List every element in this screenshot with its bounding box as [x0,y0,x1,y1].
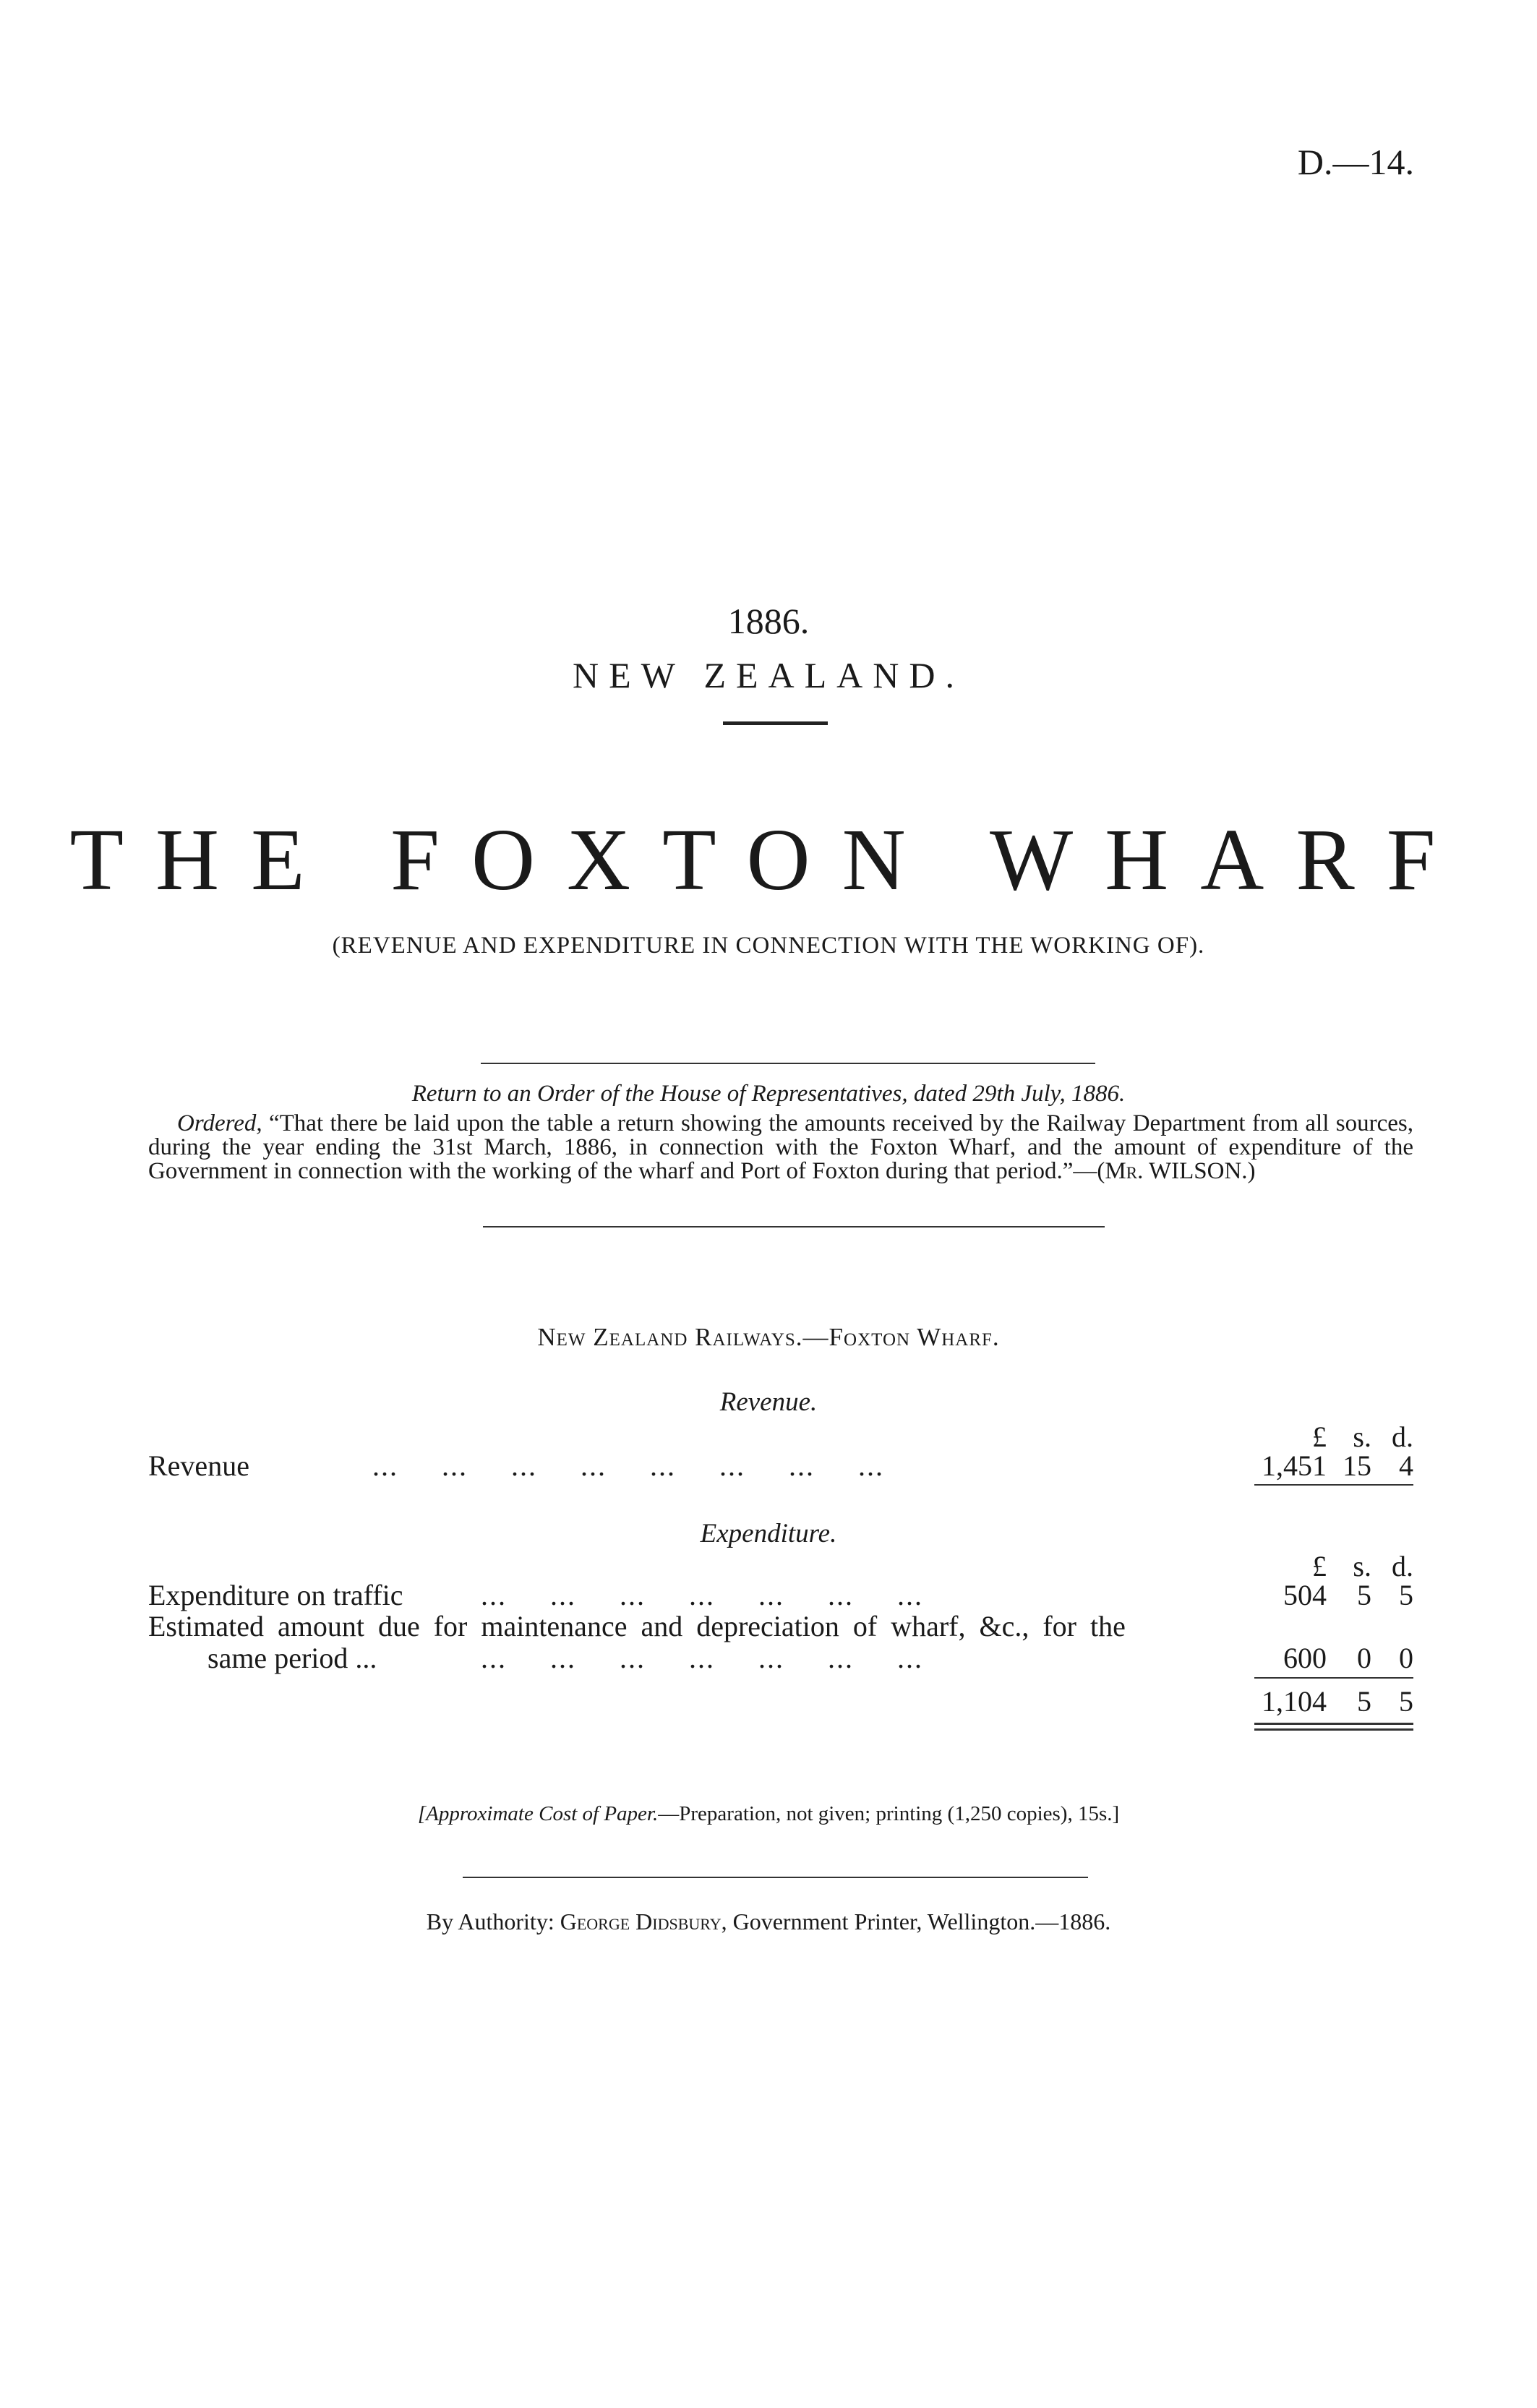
member-name: Mr. WILSON [1105,1158,1242,1184]
total-pounds: 1,104 [1262,1685,1327,1718]
printer-name: George Didsbury [560,1908,722,1934]
expenditure-units-row [148,1549,1413,1581]
expenditure-label: same period ... [207,1642,377,1674]
expenditure-row-same-period [148,1641,1413,1674]
heading-divider [723,721,828,725]
expenditure-pence: 0 [1399,1642,1413,1674]
cost-note-label: [Approximate Cost of Paper. [417,1802,659,1825]
country-heading: NEW ZEALAND. [573,655,964,695]
return-line: Return to an Order of the House of Representatives, dated 29th July, 1886. [411,1081,1126,1107]
total-pence: 5 [1399,1685,1413,1718]
shillings-unit: s. [1353,1421,1371,1453]
expenditure-row-maintenance [148,1609,1413,1642]
return-top-rule [481,1063,1095,1064]
document-title: THE FOXTON WHARF [69,811,1468,909]
document-year: 1886. [727,601,810,641]
pence-unit: d. [1392,1421,1413,1453]
pounds-unit: £ [1312,1550,1327,1582]
leader-dots: ... ... ... ... ... ... ... [481,1579,923,1611]
ordered-lead: Ordered, [177,1110,262,1136]
cost-note [0,1802,1537,1826]
expenditure-shillings: 5 [1357,1579,1371,1611]
document-subtitle: (REVENUE AND EXPENDITURE IN CONNECTION WITH THE WORKING OF). [332,933,1205,959]
authority-rule [463,1877,1088,1878]
total-double-rule-bottom [1254,1728,1413,1731]
ordered-close: .) [1241,1158,1256,1184]
section-heading: New Zealand Railways.—Foxton Wharf. [537,1323,1000,1351]
cost-note-text: —Preparation, not given; printing (1,250 copies), 15s.] [658,1802,1120,1825]
order-paragraph [148,1112,1413,1183]
expenditure-label: Expenditure on traffic [148,1579,403,1611]
expenditure-heading: Expenditure. [700,1519,837,1548]
expenditure-pounds: 504 [1283,1579,1327,1611]
pence-unit: d. [1392,1550,1413,1582]
leader-dots: ... ... ... ... ... ... ... [481,1642,923,1674]
document-reference: D.—14. [1297,142,1414,182]
expenditure-label: Estimated amount due for maintenance and depreciation of wharf, &c., for the [148,1610,1126,1642]
revenue-row [148,1449,1413,1483]
revenue-units-row [148,1420,1413,1452]
pounds-unit: £ [1312,1421,1327,1453]
shillings-unit: s. [1353,1550,1371,1582]
total-double-rule-top [1254,1723,1413,1725]
authority-line [0,1908,1537,1935]
expenditure-total-row [148,1684,1413,1719]
leader-dots: ... ... ... ... ... ... ... ... [372,1449,884,1482]
authority-prefix: By Authority: [426,1908,560,1934]
expenditure-shillings: 0 [1357,1642,1371,1674]
revenue-underline [1254,1484,1413,1486]
revenue-label: Revenue [148,1449,249,1482]
ordered-text: “That there be laid upon the table a return showing the amounts received by the Railway Department from all sources, during the year ending the 31st March, 1886, in connection with the Foxton Wharf, and the amount of expenditure of the Government in connection with the working of the wharf and Port of Foxton during that period.”—( [148,1110,1413,1184]
revenue-pounds: 1,451 [1262,1449,1327,1482]
revenue-shillings: 15 [1343,1449,1371,1482]
order-bottom-rule [483,1226,1105,1227]
total-shillings: 5 [1357,1685,1371,1718]
expenditure-pounds: 600 [1283,1642,1327,1674]
expenditure-row-traffic [148,1578,1413,1611]
authority-suffix: , Government Printer, Wellington.—1886. [721,1908,1111,1934]
revenue-heading: Revenue. [719,1387,818,1417]
subtotal-rule [1254,1677,1413,1679]
revenue-pence: 4 [1399,1449,1413,1482]
expenditure-pence: 5 [1399,1579,1413,1611]
